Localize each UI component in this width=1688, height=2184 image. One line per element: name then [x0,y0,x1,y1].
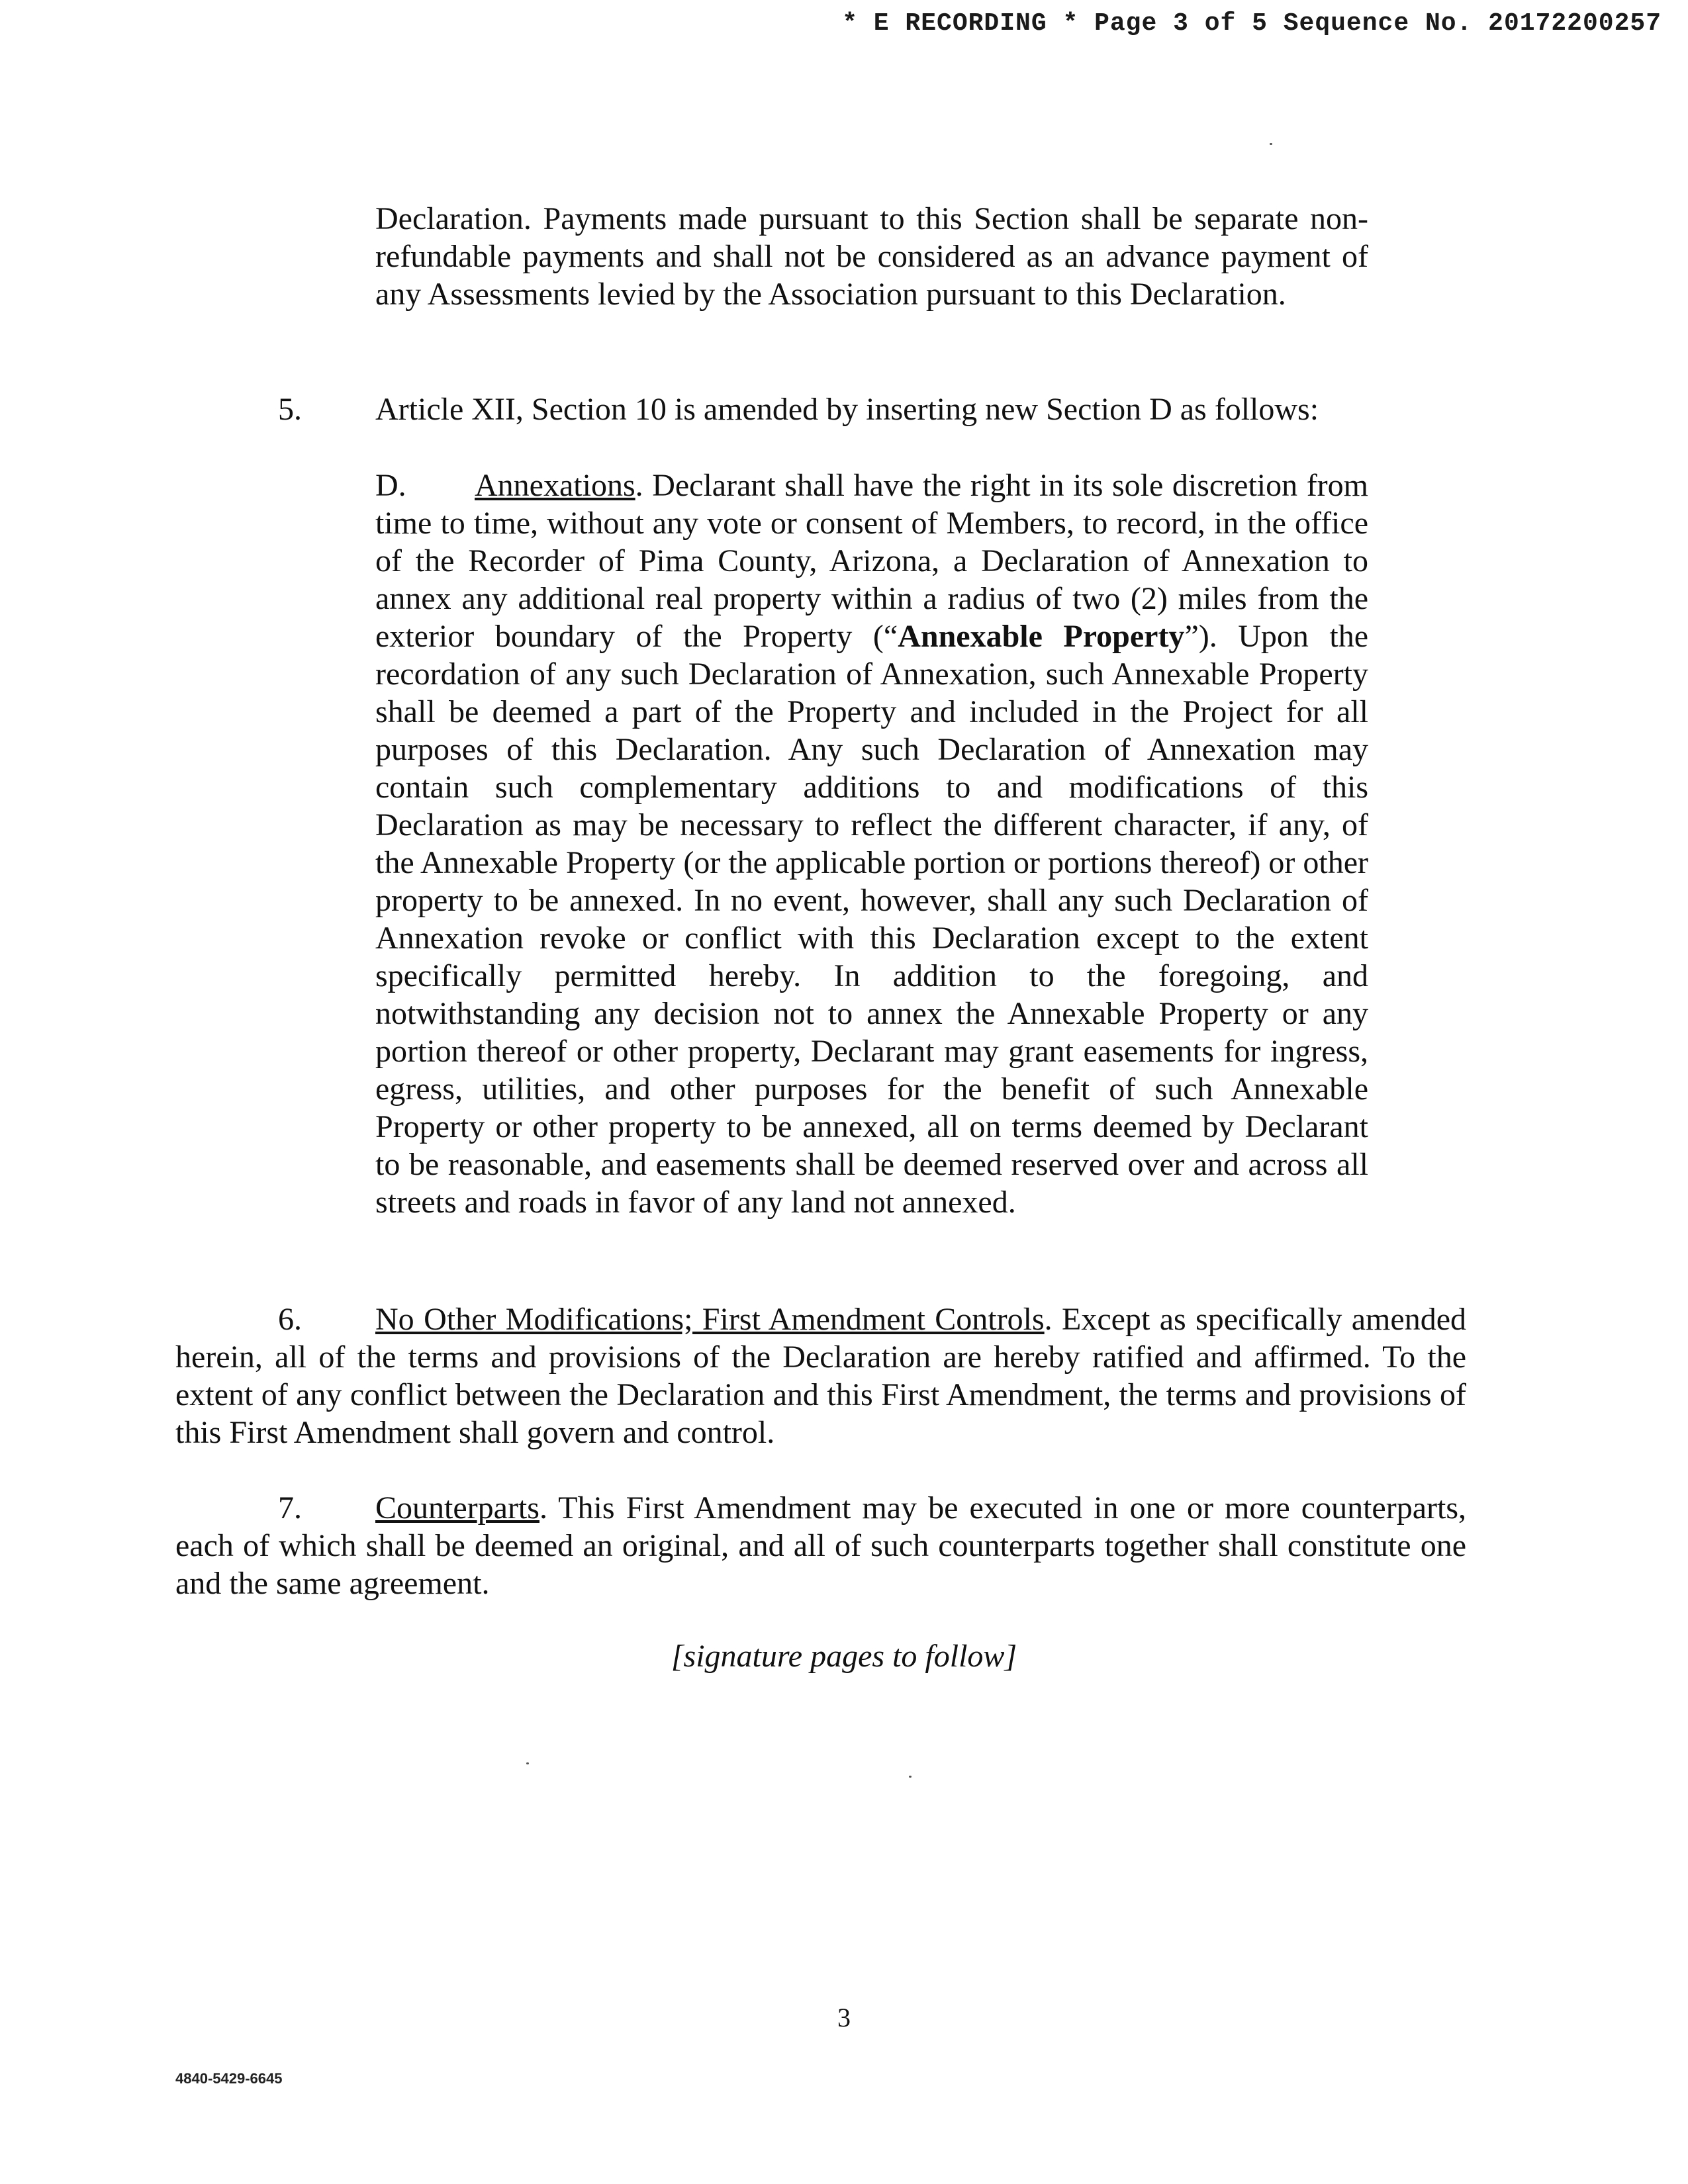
section-7-heading: Counterparts [375,1490,539,1525]
section-5d-paragraph [375,467,1368,1221]
subsection-d-heading: Annexations [475,468,635,503]
section-6-number: 6. [278,1302,302,1337]
subsection-d-label: D. [375,468,406,503]
scan-speck [1270,143,1272,145]
section-6-text: . Except as specifically amended herein, all of the terms and provisions of the Declaration are hereby ratified and affirmed. To the extent of any conflict between the Declaration and this First Amendment, the terms and provisions of this First Amendment shall govern and control. [175,1302,1466,1450]
section-7-paragraph [175,1489,1466,1602]
page-number: 3 [837,2003,851,2032]
scan-speck [526,1762,529,1764]
document-id: 4840-5429-6645 [175,2070,283,2087]
section-5-paragraph [278,390,1403,428]
intro-paragraph: Declaration. Payments made pursuant to this Section shall be separate non-refundable payments and shall not be considered as an advance payment of any Assessments levied by the Association pursuant to this Declaration. [375,201,1368,312]
section-7-text: . This First Amendment may be executed in one or more counterparts, each of which shall be deemed an original, and all of such counterparts together shall constitute one and the same agreement. [175,1490,1466,1601]
recording-header: * E RECORDING * Page 3 of 5 Sequence No. 20172200257 [842,9,1662,38]
section-7-number: 7. [278,1490,302,1525]
section-6-paragraph [175,1300,1466,1451]
section-5-text: Article XII, Section 10 is amended by inserting new Section D as follows: [375,392,1319,427]
signature-pages-note: [signature pages to follow] [671,1639,1017,1674]
subsection-d-text-part2: ”). Upon the recordation of any such Declaration of Annexation, such Annexable Property shall be deemed a part of the Property and included in the Project for all purposes of this Declaration. Any such Declaration of Annexation may contain such complementary additions to and modifications of this Declaration as may be necessary to reflect the different character, if any, of the Annexable Property (or the applicable portion or portions thereof) or other property to be annexed. In no event, however, shall any such Declaration of Annexation revoke or conflict with this Declaration except to the extent specifically permitted hereby. In addition to the foregoing, and notwithstanding any decision not to annex the Annexable Property or any portion thereof or other property, Declarant may grant easements for ingress, egress, utilities, and other purposes for the benefit of such Annexable Property or other property to be annexed, all on terms deemed by Declarant to be reasonable, and easements shall be deemed reserved over and across all streets and roads in favor of any land not annexed. [375,619,1369,1220]
defined-term-annexable-property: Annexable Property [898,619,1185,654]
section-5-number: 5. [278,392,302,427]
subsection-d-text-part1: . Declarant shall have the right in its sole discretion from time to time, without any vote or consent of Members, to record, in the office of the Recorder of Pima County, Arizona, a Declaration of Annexation to annex any additional real property within a radius of two (2) miles from the exterior boundary of the Property (“ [375,468,1368,654]
scan-speck [909,1776,912,1778]
section-6-heading: No Other Modifications; First Amendment Controls [375,1302,1045,1337]
